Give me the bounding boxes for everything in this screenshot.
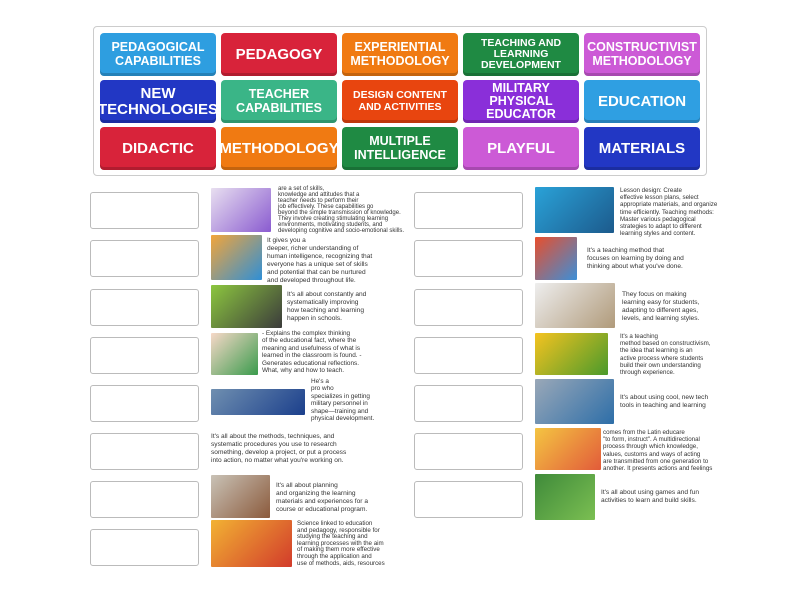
right-drop-slot[interactable]	[414, 192, 523, 229]
definition-text: It gives you a deeper, richer understanding of human intelligence, recognizing that everyone has a unique set of skills and potential that can be nurtured and developed throughout life.	[267, 237, 373, 284]
answer-tile[interactable]: CONSTRUCTIVIST METHODOLOGY	[584, 33, 700, 76]
definition-text: Science linked to education and pedagogy, responsible for studying the teaching and learning processes with the aim of making them more effective through the application and use of methods, aids, resources	[297, 520, 385, 567]
definition-text: He's a pro who specializes in getting military personnel in shape—training and physical development.	[311, 378, 375, 423]
definition-text: It's all about constantly and systematically improving how teaching and learning happen in schools.	[287, 291, 367, 322]
definition-image	[535, 237, 577, 280]
definition-text: It's all about the methods, techniques, and systematic procedures you use to research something, develop a project, or put a process into action, no matter what you're working on.	[211, 433, 347, 464]
right-drop-slot[interactable]	[414, 481, 523, 518]
definition-image	[211, 188, 271, 232]
answer-tile[interactable]: EDUCATION	[584, 80, 700, 123]
definition-text: comes from the Latin educare "to form, instruct". A multidirectional process through which knowledge, values, customs and ways of acting are transmitted from one generation to another. It presents actions and feelings	[603, 429, 713, 473]
definition-text: It's all about planning and organizing the learning materials and experiences for a course or educational program.	[276, 482, 368, 513]
definition-image	[535, 283, 615, 328]
left-drop-slot[interactable]	[90, 192, 199, 229]
definition-text: It's about using cool, new tech tools in teaching and learning	[620, 394, 709, 409]
definition-image	[211, 520, 292, 567]
definition-image	[535, 379, 614, 424]
definition-text: are a set of skills, knowledge and attitudes that a teacher needs to perform their job effectively. These capabilities go beyond the simple transmission of knowledge. They involve creating stimulating learning environments, motivating students, and developing cognitive and socio-emotional skills.	[278, 186, 405, 234]
definition-text: Lesson design: Create effective lesson plans, select appropriate materials, and organize time efficiently. Teaching methods: Master various pedagogical strategies to adapt to different learning styles and content.	[620, 187, 718, 238]
answer-tile[interactable]: DESIGN CONTENT AND ACTIVITIES	[342, 80, 458, 123]
left-drop-slot[interactable]	[90, 529, 199, 566]
answer-tile[interactable]: MILITARY PHYSICAL EDUCATOR	[463, 80, 579, 123]
definition-image	[211, 333, 258, 375]
answer-tile[interactable]: NEW TECHNOLOGIES	[100, 80, 216, 123]
left-drop-slot[interactable]	[90, 433, 199, 470]
definition-image	[535, 428, 601, 470]
answer-tile[interactable]: METHODOLOGY	[221, 127, 337, 170]
answer-tile[interactable]: MATERIALS	[584, 127, 700, 170]
definition-image	[535, 333, 608, 375]
left-drop-slot[interactable]	[90, 337, 199, 374]
answer-tile[interactable]: DIDACTIC	[100, 127, 216, 170]
definition-image	[211, 235, 262, 280]
answer-tile[interactable]: TEACHER CAPABILITIES	[221, 80, 337, 123]
right-drop-slot[interactable]	[414, 337, 523, 374]
definition-image	[535, 474, 595, 520]
definition-text: It's a teaching method that focuses on learning by doing and thinking about what you've done.	[587, 247, 684, 270]
answer-tile[interactable]: TEACHING AND LEARNING DEVELOPMENT	[463, 33, 579, 76]
right-drop-slot[interactable]	[414, 385, 523, 422]
left-drop-slot[interactable]	[90, 240, 199, 277]
left-drop-slot[interactable]	[90, 289, 199, 326]
answer-tile[interactable]: PEDAGOGICAL CAPABILITIES	[100, 33, 216, 76]
definition-image	[211, 475, 270, 518]
definition-text: It's all about using games and fun activities to learn and build skills.	[601, 489, 700, 504]
definition-text: - Explains the complex thinking of the educational fact, where the meaning and usefulness of what is learned in the classroom is found. - Generates educational reflections. What, why and how to teach.	[262, 330, 362, 375]
right-drop-slot[interactable]	[414, 240, 523, 277]
definition-text: It's a teaching method based on constructivism, the idea that learning is an active process where students build their own understanding through experience.	[620, 333, 711, 377]
definition-image	[211, 389, 305, 415]
definition-text: They focus on making learning easy for students, adapting to different ages, levels, and learning styles.	[622, 291, 700, 322]
answer-tile[interactable]: PLAYFUL	[463, 127, 579, 170]
answer-tile[interactable]: EXPERIENTIAL METHODOLOGY	[342, 33, 458, 76]
right-drop-slot[interactable]	[414, 289, 523, 326]
definition-image	[211, 285, 282, 328]
left-drop-slot[interactable]	[90, 385, 199, 422]
left-drop-slot[interactable]	[90, 481, 199, 518]
right-drop-slot[interactable]	[414, 433, 523, 470]
definition-image	[535, 187, 614, 233]
answer-tile[interactable]: PEDAGOGY	[221, 33, 337, 76]
answer-tile[interactable]: MULTIPLE INTELLIGENCE	[342, 127, 458, 170]
